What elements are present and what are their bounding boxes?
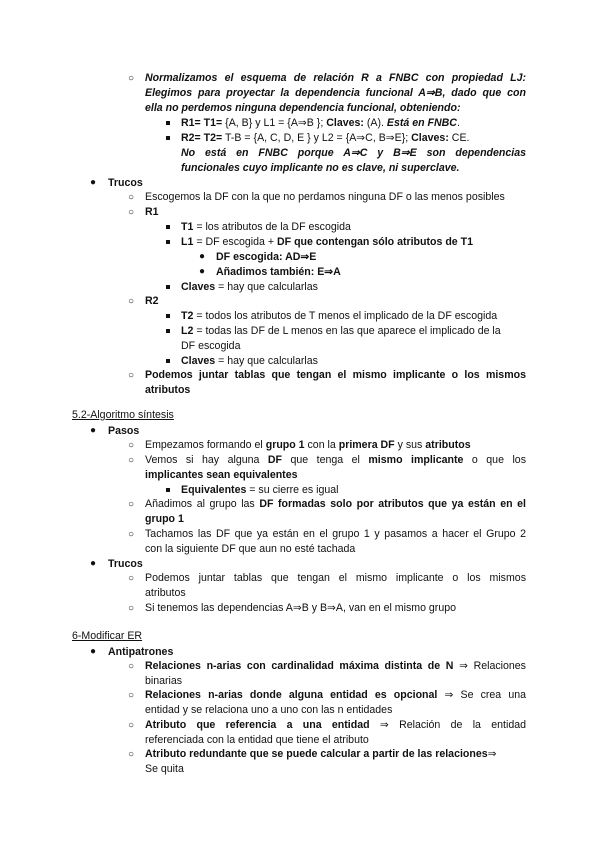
square-bullet-icon bbox=[166, 314, 170, 318]
normalization-text-line-3: ella no perdemos ninguna dependencia funcional, obteniendo: bbox=[145, 102, 461, 114]
antipatron-2-line-1: Relaciones n-arias donde alguna entidad es opcional ⇒ Se crea una bbox=[145, 689, 527, 701]
r2-note-line-1: No está en FNBC porque A⇒C y B⇒E son dependencias bbox=[181, 147, 526, 159]
df-escogida: DF escogida: AD⇒E bbox=[216, 251, 317, 263]
t1-line: T1 = los atributos de la DF escogida bbox=[181, 221, 351, 233]
antipatron-4-line-2: Se quita bbox=[145, 763, 184, 775]
normalization-text-line-2: Elegimos para proyectar la dependencia funcional A⇒B, dado que con bbox=[145, 87, 526, 99]
antipatron-3-line-1: Atributo que referencia a una entidad ⇒ Relación de la entidad bbox=[145, 719, 526, 731]
trucos-2-title: Trucos bbox=[108, 558, 143, 570]
paso-4-line-1: Tachamos las DF que ya están en el grupo 1 y pasamos a hacer el Grupo 2 bbox=[145, 528, 526, 540]
claves2-line: Claves = hay que calcularlas bbox=[181, 355, 318, 367]
circle-bullet-icon: ○ bbox=[128, 720, 135, 731]
paso-3-line-1: Añadimos al grupo las DF formadas solo por atributos que ya están en el bbox=[145, 498, 526, 510]
claves1-line: Claves = hay que calcularlas bbox=[181, 281, 318, 293]
square-bullet-icon bbox=[166, 136, 170, 140]
square-bullet-icon bbox=[166, 285, 170, 289]
dot-bullet-icon: ● bbox=[90, 425, 97, 436]
circle-bullet-icon: ○ bbox=[128, 573, 135, 584]
circle-bullet-icon: ○ bbox=[128, 192, 135, 203]
square-bullet-icon bbox=[166, 329, 170, 333]
antipatrones-title: Antipatrones bbox=[108, 646, 174, 658]
juntar-line-2: atributos bbox=[145, 384, 191, 396]
circle-bullet-icon: ○ bbox=[128, 455, 135, 466]
normalization-text-line-1: Normalizamos el esquema de relación R a FNBC con propiedad LJ: bbox=[145, 72, 526, 84]
dot-bullet-icon: ● bbox=[90, 177, 97, 188]
equivalentes-line: Equivalentes = su cierre es igual bbox=[181, 484, 339, 496]
circle-bullet-icon: ○ bbox=[128, 73, 135, 84]
l1-line: L1 = DF escogida + DF que contengan sólo atributos de T1 bbox=[181, 236, 473, 248]
l2-line: L2 = todas las DF de L menos en las que aparece el implicado de la bbox=[181, 325, 501, 337]
circle-bullet-icon: ○ bbox=[128, 370, 135, 381]
r2-heading: R2 bbox=[145, 295, 159, 307]
r2-note-line-2: funcionales cuyo implicante no es clave, ni superclave. bbox=[181, 162, 460, 174]
antipatron-2-line-2: entidad y se relaciona uno a uno con las n entidades bbox=[145, 704, 393, 716]
antipatron-1-line-2: binarias bbox=[145, 675, 183, 687]
circle-bullet-icon: ○ bbox=[128, 440, 135, 451]
pasos-title: Pasos bbox=[108, 425, 140, 437]
dot-bullet-icon: ● bbox=[90, 558, 97, 569]
t2-line: T2 = todos los atributos de T menos el implicado de la DF escogida bbox=[181, 310, 498, 322]
dot-bullet-icon: ● bbox=[199, 251, 206, 262]
circle-bullet-icon: ○ bbox=[128, 690, 135, 701]
circle-bullet-icon: ○ bbox=[128, 603, 135, 614]
l2-line-2: DF escogida bbox=[181, 340, 241, 352]
antipatron-3-line-2: referenciada con la entidad que tiene el atributo bbox=[145, 734, 369, 746]
truco-2-2: Si tenemos las dependencias A⇒B y B⇒A, van en el mismo grupo bbox=[145, 602, 457, 614]
r1-line: R1= T1= {A, B} y L1 = {A⇒B }; Claves: (A). Está en FNBC. bbox=[181, 117, 460, 129]
juntar-line-1: Podemos juntar tablas que tengan el mismo implicante o los mismos bbox=[145, 369, 526, 381]
square-bullet-icon bbox=[166, 359, 170, 363]
antipatron-4-line-1: Atributo redundante que se puede calcular a partir de las relaciones⇒ bbox=[145, 748, 497, 760]
section-heading-6: 6-Modificar ER bbox=[72, 630, 143, 642]
truco-2-1-line-2: atributos bbox=[145, 587, 186, 599]
section-heading-5-2: 5.2-Algoritmo síntesis bbox=[72, 409, 174, 421]
circle-bullet-icon: ○ bbox=[128, 749, 135, 760]
dot-bullet-icon: ● bbox=[199, 266, 206, 277]
circle-bullet-icon: ○ bbox=[128, 661, 135, 672]
square-bullet-icon bbox=[166, 121, 170, 125]
trucos-text: Escogemos la DF con la que no perdamos ninguna DF o las menos posibles bbox=[145, 191, 505, 203]
square-bullet-icon bbox=[166, 240, 170, 244]
square-bullet-icon bbox=[166, 225, 170, 229]
r1-heading: R1 bbox=[145, 206, 159, 218]
circle-bullet-icon: ○ bbox=[128, 529, 135, 540]
paso-4-line-2: con la siguiente DF que aun no esté tachada bbox=[145, 543, 356, 555]
trucos-title: Trucos bbox=[108, 177, 143, 189]
anadimos-tambien: Añadimos también: E⇒A bbox=[216, 266, 341, 278]
paso-2-line-2: implicantes sean equivalentes bbox=[145, 469, 298, 481]
circle-bullet-icon: ○ bbox=[128, 499, 135, 510]
r2-line: R2= T2= T-B = {A, C, D, E } y L2 = {A⇒C, B⇒E}; Claves: CE. bbox=[181, 132, 470, 144]
paso-1: Empezamos formando el grupo 1 con la primera DF y sus atributos bbox=[145, 439, 471, 451]
paso-2-line-1: Vemos si hay alguna DF que tenga el mismo implicante o que los bbox=[145, 454, 526, 466]
paso-3-line-2: grupo 1 bbox=[145, 513, 184, 525]
truco-2-1-line-1: Podemos juntar tablas que tengan el mismo implicante o los mismos bbox=[145, 572, 526, 584]
square-bullet-icon bbox=[166, 488, 170, 492]
circle-bullet-icon: ○ bbox=[128, 207, 135, 218]
antipatron-1-line-1: Relaciones n-arias con cardinalidad máxima distinta de N ⇒ Relaciones bbox=[145, 660, 526, 672]
dot-bullet-icon: ● bbox=[90, 646, 97, 657]
circle-bullet-icon: ○ bbox=[128, 296, 135, 307]
